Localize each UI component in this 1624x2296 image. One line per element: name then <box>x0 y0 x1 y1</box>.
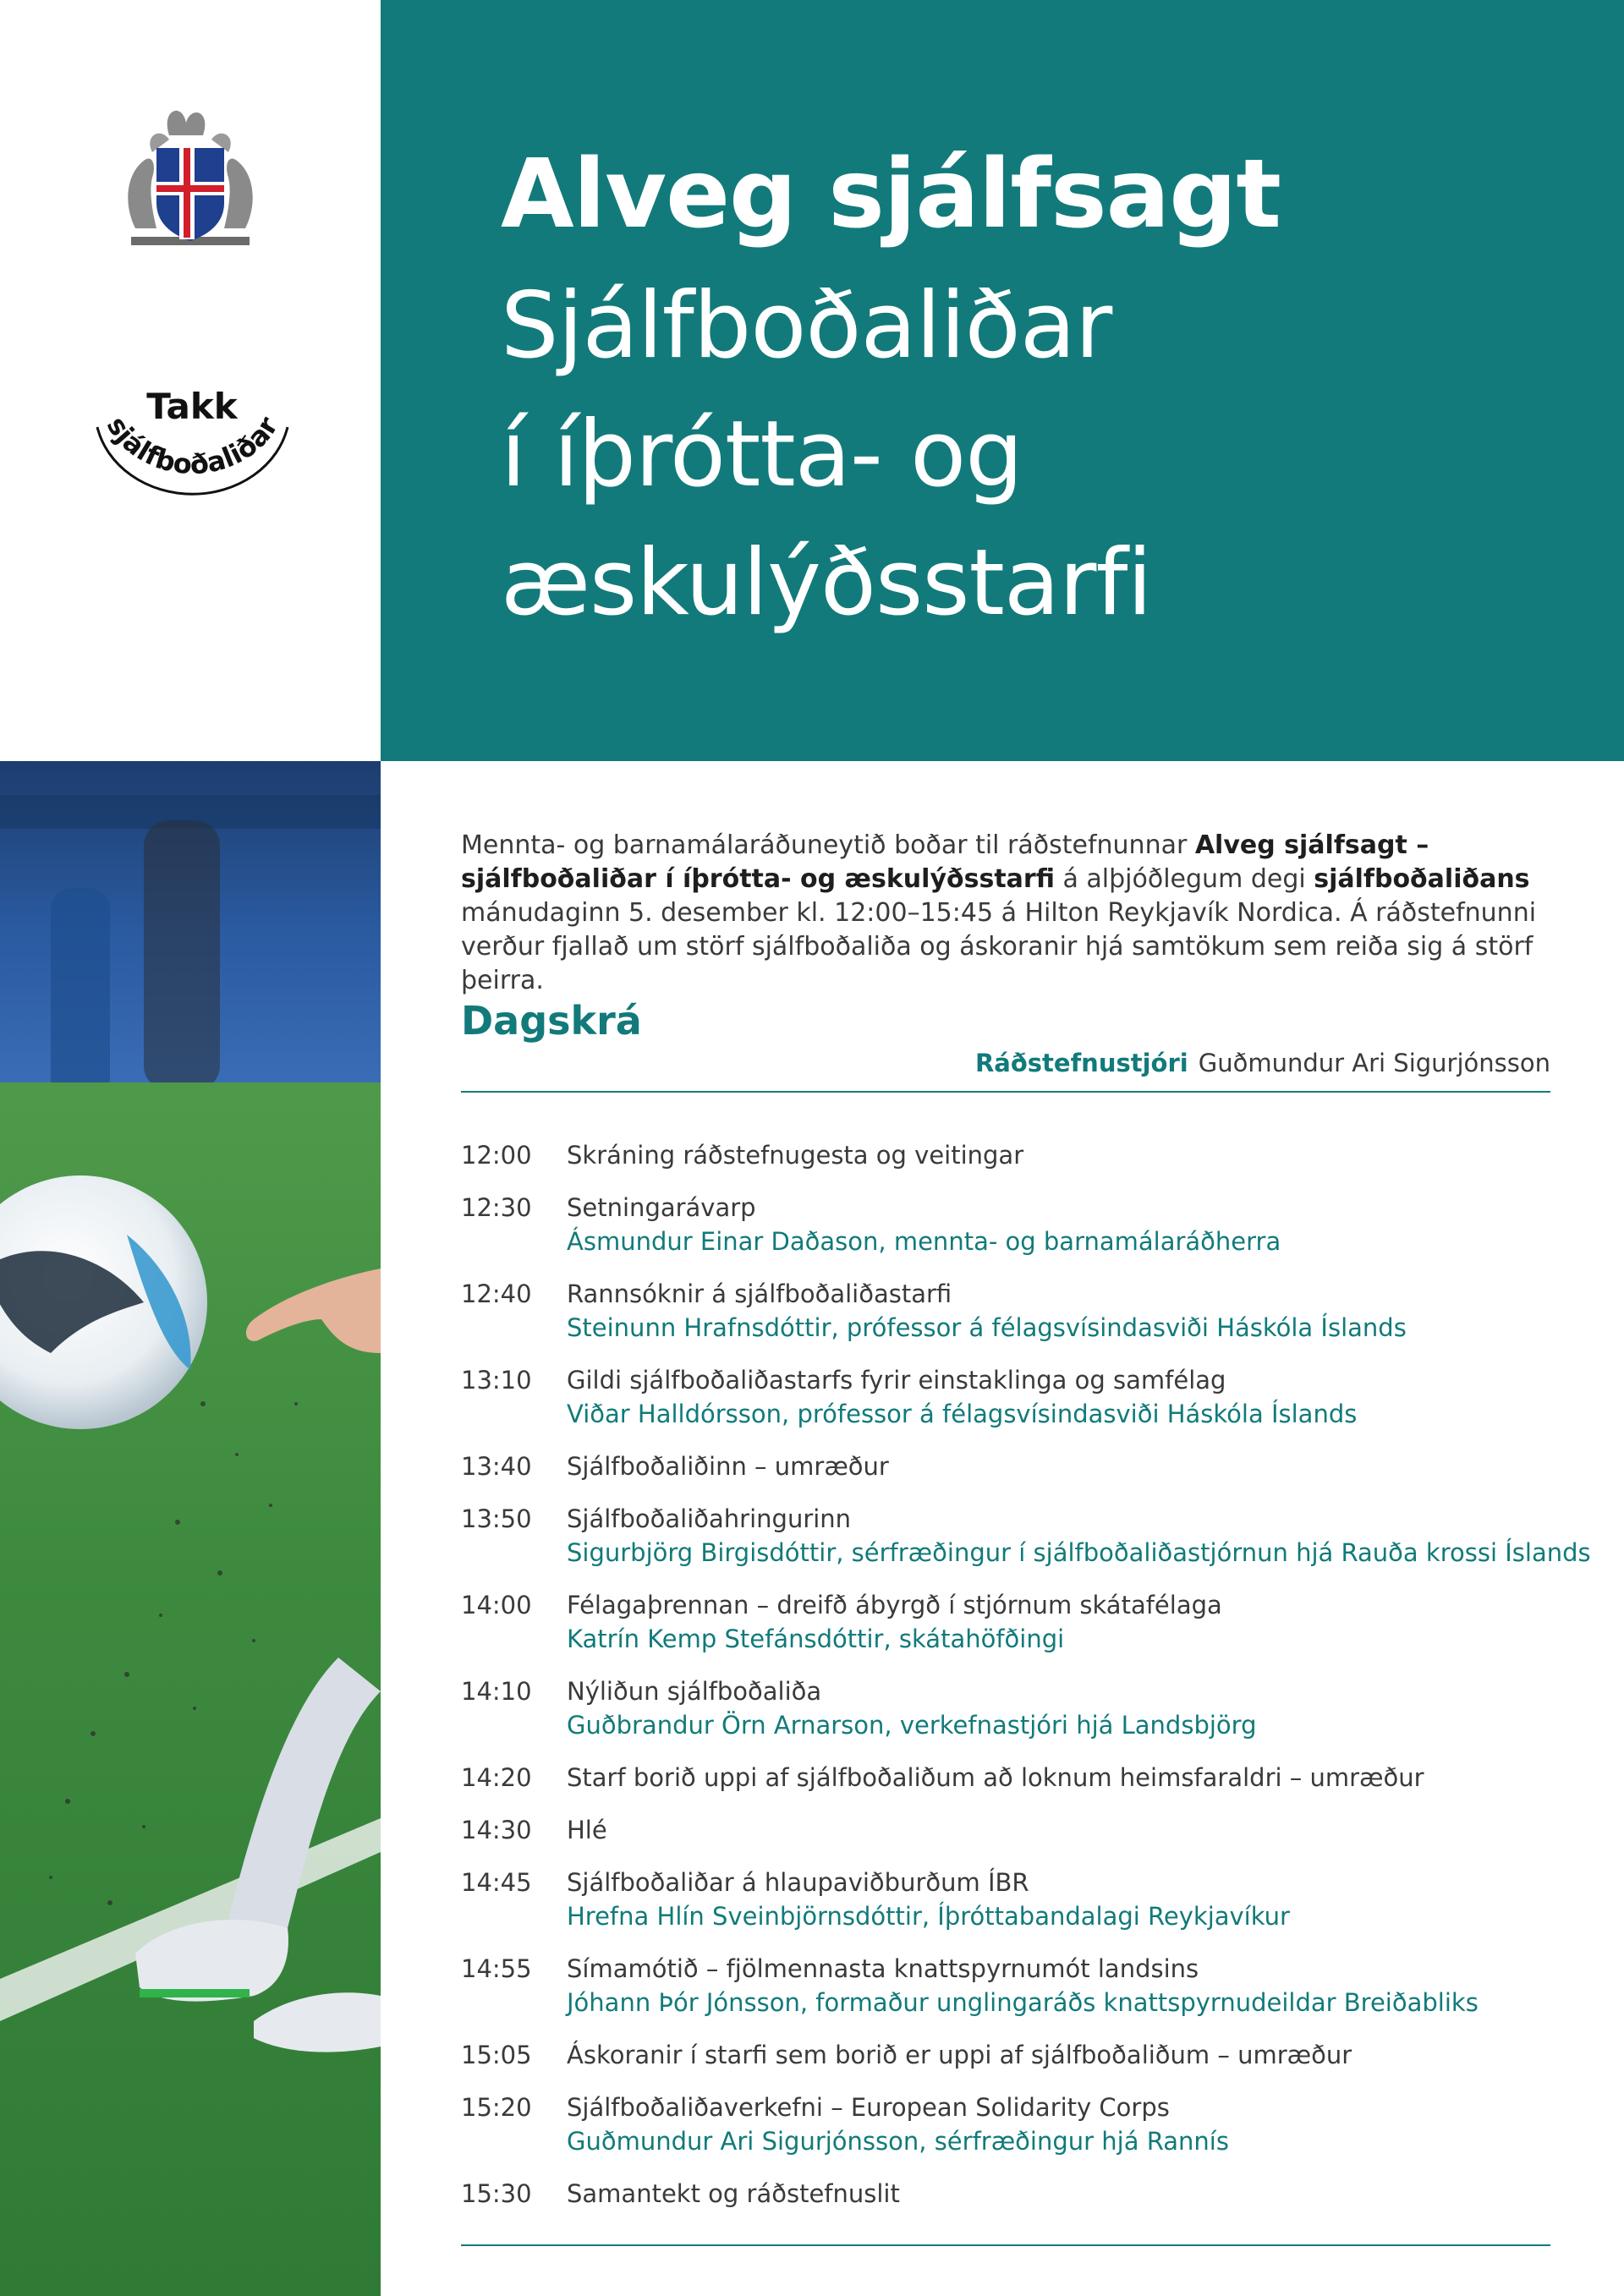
intro-text: mánudaginn 5. desember kl. 12:00–15:45 á Hilton Reykjavík Nordica. Á ráðstefnunni verður fjallað um störf sjálfboðaliða og áskoranir hjá samtökum sem reiða sig á störf þeirra. <box>461 898 1537 995</box>
agenda-title: Áskoranir í starfi sem borið er uppi af sjálfboðaliðum – umræður <box>567 2041 1352 2069</box>
takk-curve-text: sjálfboðaliðar <box>100 410 285 481</box>
agenda-time: 13:50 <box>461 1504 532 1533</box>
agenda-title: Rannsóknir á sjálfboðaliðastarfi <box>567 1280 952 1308</box>
agenda-title: Félagaþrennan – dreifð ábyrgð í stjórnum skátafélaga <box>567 1591 1222 1619</box>
intro-text: á alþjóðlegum degi <box>1054 864 1314 894</box>
agenda-item <box>461 1449 1552 1483</box>
agenda-title: Gildi sjálfboðaliðastarfs fyrir einstaklinga og samfélag <box>567 1366 1226 1395</box>
agenda-speaker: Guðbrandur Örn Arnarson, verkefnastjóri hjá Landsbjörg <box>567 1711 1257 1740</box>
agenda-title: Starf borið uppi af sjálfboðaliðum að loknum heimsfaraldri – umræður <box>567 1763 1424 1792</box>
agenda-title: Nýliðun sjálfboðaliða <box>567 1677 822 1706</box>
agenda-text <box>567 1813 1552 1847</box>
agenda-text <box>567 1674 1552 1742</box>
subtitle-line: Sjálfboðaliðar <box>501 273 1112 379</box>
agenda-text <box>567 2091 1552 2158</box>
agenda-item <box>461 2177 1552 2211</box>
event-title: Alveg sjálfsagt <box>501 140 1281 249</box>
divider <box>461 2244 1550 2246</box>
agenda-time: 14:30 <box>461 1816 532 1844</box>
agenda-item <box>461 1674 1552 1742</box>
agenda-time: 15:05 <box>461 2041 532 2069</box>
agenda-title: Símamótið – fjölmennasta knattspyrnumót landsins <box>567 1954 1199 1983</box>
agenda-speaker: Guðmundur Ari Sigurjónsson, sérfræðingur hjá Rannís <box>567 2127 1229 2156</box>
agenda-title: Skráning ráðstefnugesta og veitingar <box>567 1141 1024 1170</box>
intro-section <box>461 829 1552 998</box>
agenda-title: Sjálfboðaliðar á hlaupaviðburðum ÍBR <box>567 1868 1029 1897</box>
agenda-title: Sjálfboðaliðaverkefni – European Solidarity Corps <box>567 2093 1170 2122</box>
agenda-time: 14:20 <box>461 1763 532 1792</box>
subtitle-line: í íþrótta- og <box>501 402 1023 507</box>
agenda-time: 14:10 <box>461 1677 532 1706</box>
agenda-item <box>461 1952 1552 2019</box>
agenda-text <box>567 1277 1552 1345</box>
divider <box>461 1091 1550 1093</box>
agenda-item <box>461 1761 1552 1795</box>
agenda-speaker: Viðar Halldórsson, prófessor á félagsvísindasviði Háskóla Íslands <box>567 1400 1358 1428</box>
agenda-text <box>567 1363 1552 1431</box>
agenda-text <box>567 1866 1552 1933</box>
agenda-speaker: Ásmundur Einar Daðason, mennta- og barnamálaráðherra <box>567 1227 1281 1256</box>
agenda-text <box>567 1502 1591 1570</box>
agenda-title: Samantekt og ráðstefnuslit <box>567 2179 900 2208</box>
chair-name: Guðmundur Ari Sigurjónsson <box>1198 1049 1550 1077</box>
agenda-text <box>567 1588 1552 1656</box>
agenda-heading: Dagskrá <box>461 998 642 1044</box>
agenda-text <box>567 1449 1552 1483</box>
conference-chair <box>975 1049 1550 1077</box>
football-photo <box>0 761 381 2296</box>
agenda-time: 15:20 <box>461 2093 532 2122</box>
agenda-title: Hlé <box>567 1816 607 1844</box>
agenda-time: 14:00 <box>461 1591 532 1619</box>
agenda-title: Sjálfboðaliðahringurinn <box>567 1504 852 1533</box>
logo-column <box>0 0 381 761</box>
agenda-time: 13:40 <box>461 1452 532 1481</box>
agenda-speaker: Hrefna Hlín Sveinbjörnsdóttir, Íþróttabandalagi Reykjavíkur <box>567 1902 1290 1931</box>
intro-bold-word: sjálfboðaliðans <box>1314 864 1530 894</box>
agenda-time: 14:55 <box>461 1954 532 1983</box>
agenda-item <box>461 1191 1552 1258</box>
agenda-speaker: Katrín Kemp Stefánsdóttir, skátahöfðingi <box>567 1625 1065 1653</box>
agenda-item <box>461 1138 1552 1172</box>
agenda-text <box>567 2177 1552 2211</box>
agenda-text <box>567 1191 1552 1258</box>
agenda-item <box>461 2038 1552 2072</box>
intro-text: Mennta- og barnamálaráðuneytið boðar til ráðstefnunnar <box>461 830 1195 860</box>
takk-sjalfbodalidar-logo <box>80 372 304 507</box>
header-banner <box>381 0 1624 761</box>
agenda-text <box>567 1761 1552 1795</box>
agenda-speaker: Jóhann Þór Jónsson, formaður unglingaráðs knattspyrnudeildar Breiðabliks <box>567 1988 1479 2017</box>
event-subtitle <box>501 262 1151 648</box>
agenda-item <box>461 1502 1591 1570</box>
agenda-text <box>567 2038 1552 2072</box>
coat-of-arms-logo <box>118 101 262 254</box>
chair-label: Ráðstefnustjóri <box>974 1049 1188 1077</box>
agenda-item <box>461 1277 1552 1345</box>
takk-text: Takk <box>146 386 238 427</box>
agenda-title: Sjálfboðaliðinn – umræður <box>567 1452 889 1481</box>
agenda-speaker: Steinunn Hrafnsdóttir, prófessor á félagsvísindasviði Háskóla Íslands <box>567 1313 1407 1342</box>
subtitle-line: æskulýðsstarfi <box>501 530 1152 636</box>
agenda-item <box>461 2091 1552 2158</box>
agenda-item <box>461 1363 1552 1431</box>
agenda-time: 12:30 <box>461 1193 532 1222</box>
agenda-time: 14:45 <box>461 1868 532 1897</box>
agenda-time: 15:30 <box>461 2179 532 2208</box>
agenda-speaker: Sigurbjörg Birgisdóttir, sérfræðingur í sjálfboðaliðastjórnun hjá Rauða krossi Íslands <box>567 1538 1591 1567</box>
agenda-text <box>567 1952 1552 2019</box>
agenda-time: 12:40 <box>461 1280 532 1308</box>
agenda-item <box>461 1866 1552 1933</box>
agenda-item <box>461 1813 1552 1847</box>
agenda-text <box>567 1138 1552 1172</box>
agenda-item <box>461 1588 1552 1656</box>
agenda-time: 13:10 <box>461 1366 532 1395</box>
agenda-title: Setningarávarp <box>567 1193 756 1222</box>
agenda-time: 12:00 <box>461 1141 532 1170</box>
intro-bold-title: Alveg sjálfsagt – sjálfboðaliðar í íþrótta- og æskulýðsstarfi <box>461 830 1429 894</box>
intro-paragraph <box>461 829 1552 998</box>
